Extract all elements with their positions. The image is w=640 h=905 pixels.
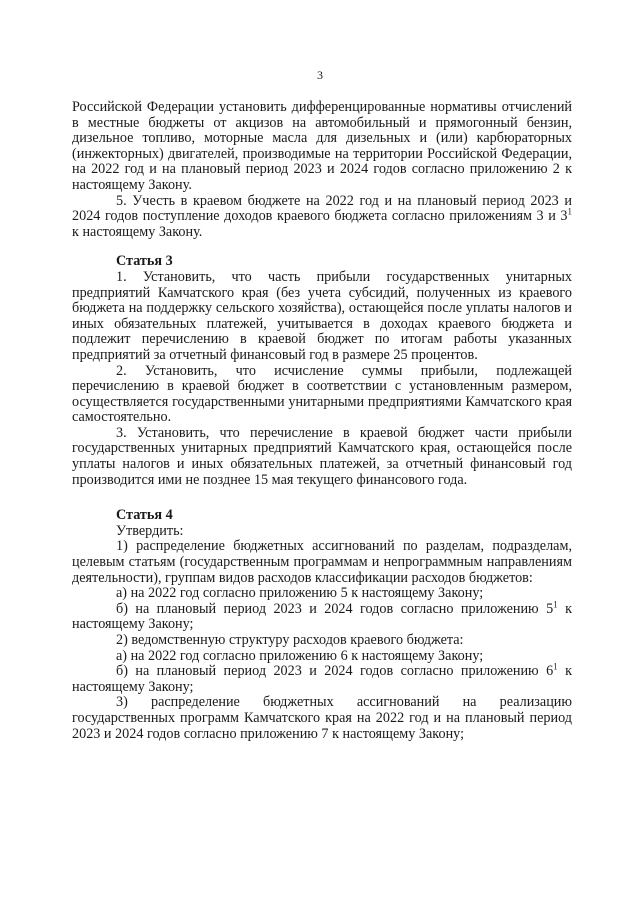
article-3-item-1: 1. Установить, что часть прибыли государственных унитарных предприятий Камчатского края (без учета субсидий, полученных из краевого бюджета на поддержку сельского хозяйства), остающейся после уплаты налогов и иных обязательных платежей, учитывается в доходах краевого бюджета и подлежит перечислению в краевой бюджет по итогам работы указанных предприятий за отчетный финансовый год в размере 25 процентов. [72, 268, 572, 363]
item-1b-text: б) на плановый период 2023 и 2024 годов согласно приложению 5 [116, 600, 554, 617]
item-2b-tail: к настоящему Закону; [72, 663, 572, 695]
article-4-item-2: 2) ведомственную структуру расходов краевого бюджета: [116, 632, 464, 648]
page-number: 3 [317, 68, 323, 82]
item-1b-tail: к настоящему Закону; [72, 600, 572, 633]
article-4-title: Статья 4 [116, 507, 173, 524]
paragraph-5 [72, 194, 572, 241]
paragraph-5-text: 5. Учесть в краевом бюджете на 2022 год и на плановый период 2023 и 2024 годов поступление доходов краевого бюджета согласно приложениям 3 и 3 [72, 192, 572, 225]
item-2b-text: б) на плановый период 2023 и 2024 годов согласно приложению 6 [116, 663, 554, 680]
article-3-item-3: 3. Установить, что перечисление в краевой бюджет части прибыли государственных унитарных предприятий Камчатского края, остающейся после уплаты налогов и иных обязательных платежей, за отчетный финансовый год производится ими не позднее 15 мая текущего финансового года. [72, 424, 572, 488]
article-4-item-1a: а) на 2022 год согласно приложению 5 к настоящему Закону; [116, 585, 484, 602]
article-3-item-2: 2. Установить, что исчисление суммы прибыли, подлежащей перечислению в краевой бюджет в соответствии с установленным размером, осуществляется государственными унитарными предприятиями Камчатского края самостоятельно. [72, 362, 572, 426]
paragraph-continuation: Российской Федерации установить дифференцированные нормативы отчислений в местные бюджеты от акцизов на автомобильный и прямогонный бензин, дизельное топливо, моторные масла для дизельных и (или) карбюраторных (инжекторных) двигателей, производимые на территории Российской Федерации, на 2022 год и на плановый период 2023 и 2024 годов согласно приложению 2 к настоящему Закону. [72, 99, 572, 193]
article-3-title: Статья 3 [116, 253, 173, 270]
superscript: 1 [553, 599, 558, 610]
article-4-item-1: 1) распределение бюджетных ассигнований по разделам, подразделам, целевым статьям (государственным программам и непрограммным направлениям деятельности), группам видов расходов классификации расходов бюджетов: [72, 538, 572, 586]
article-4-item-2b [72, 661, 572, 695]
superscript: 1 [553, 661, 558, 672]
article-4-item-2a: а) на 2022 год согласно приложению 6 к настоящему Закону; [116, 647, 484, 664]
superscript: 1 [567, 206, 572, 217]
document-body [72, 100, 572, 742]
paragraph-5-tail: к настоящему Закону. [72, 223, 203, 240]
article-4-intro: Утвердить: [116, 522, 184, 539]
article-4-item-1b [72, 599, 572, 633]
article-4-item-3: 3) распределение бюджетных ассигнований на реализацию государственных программ Камчатского края на 2022 год и на плановый период 2023 и 2024 годов согласно приложению 7 к настоящему Закону; [72, 694, 572, 742]
